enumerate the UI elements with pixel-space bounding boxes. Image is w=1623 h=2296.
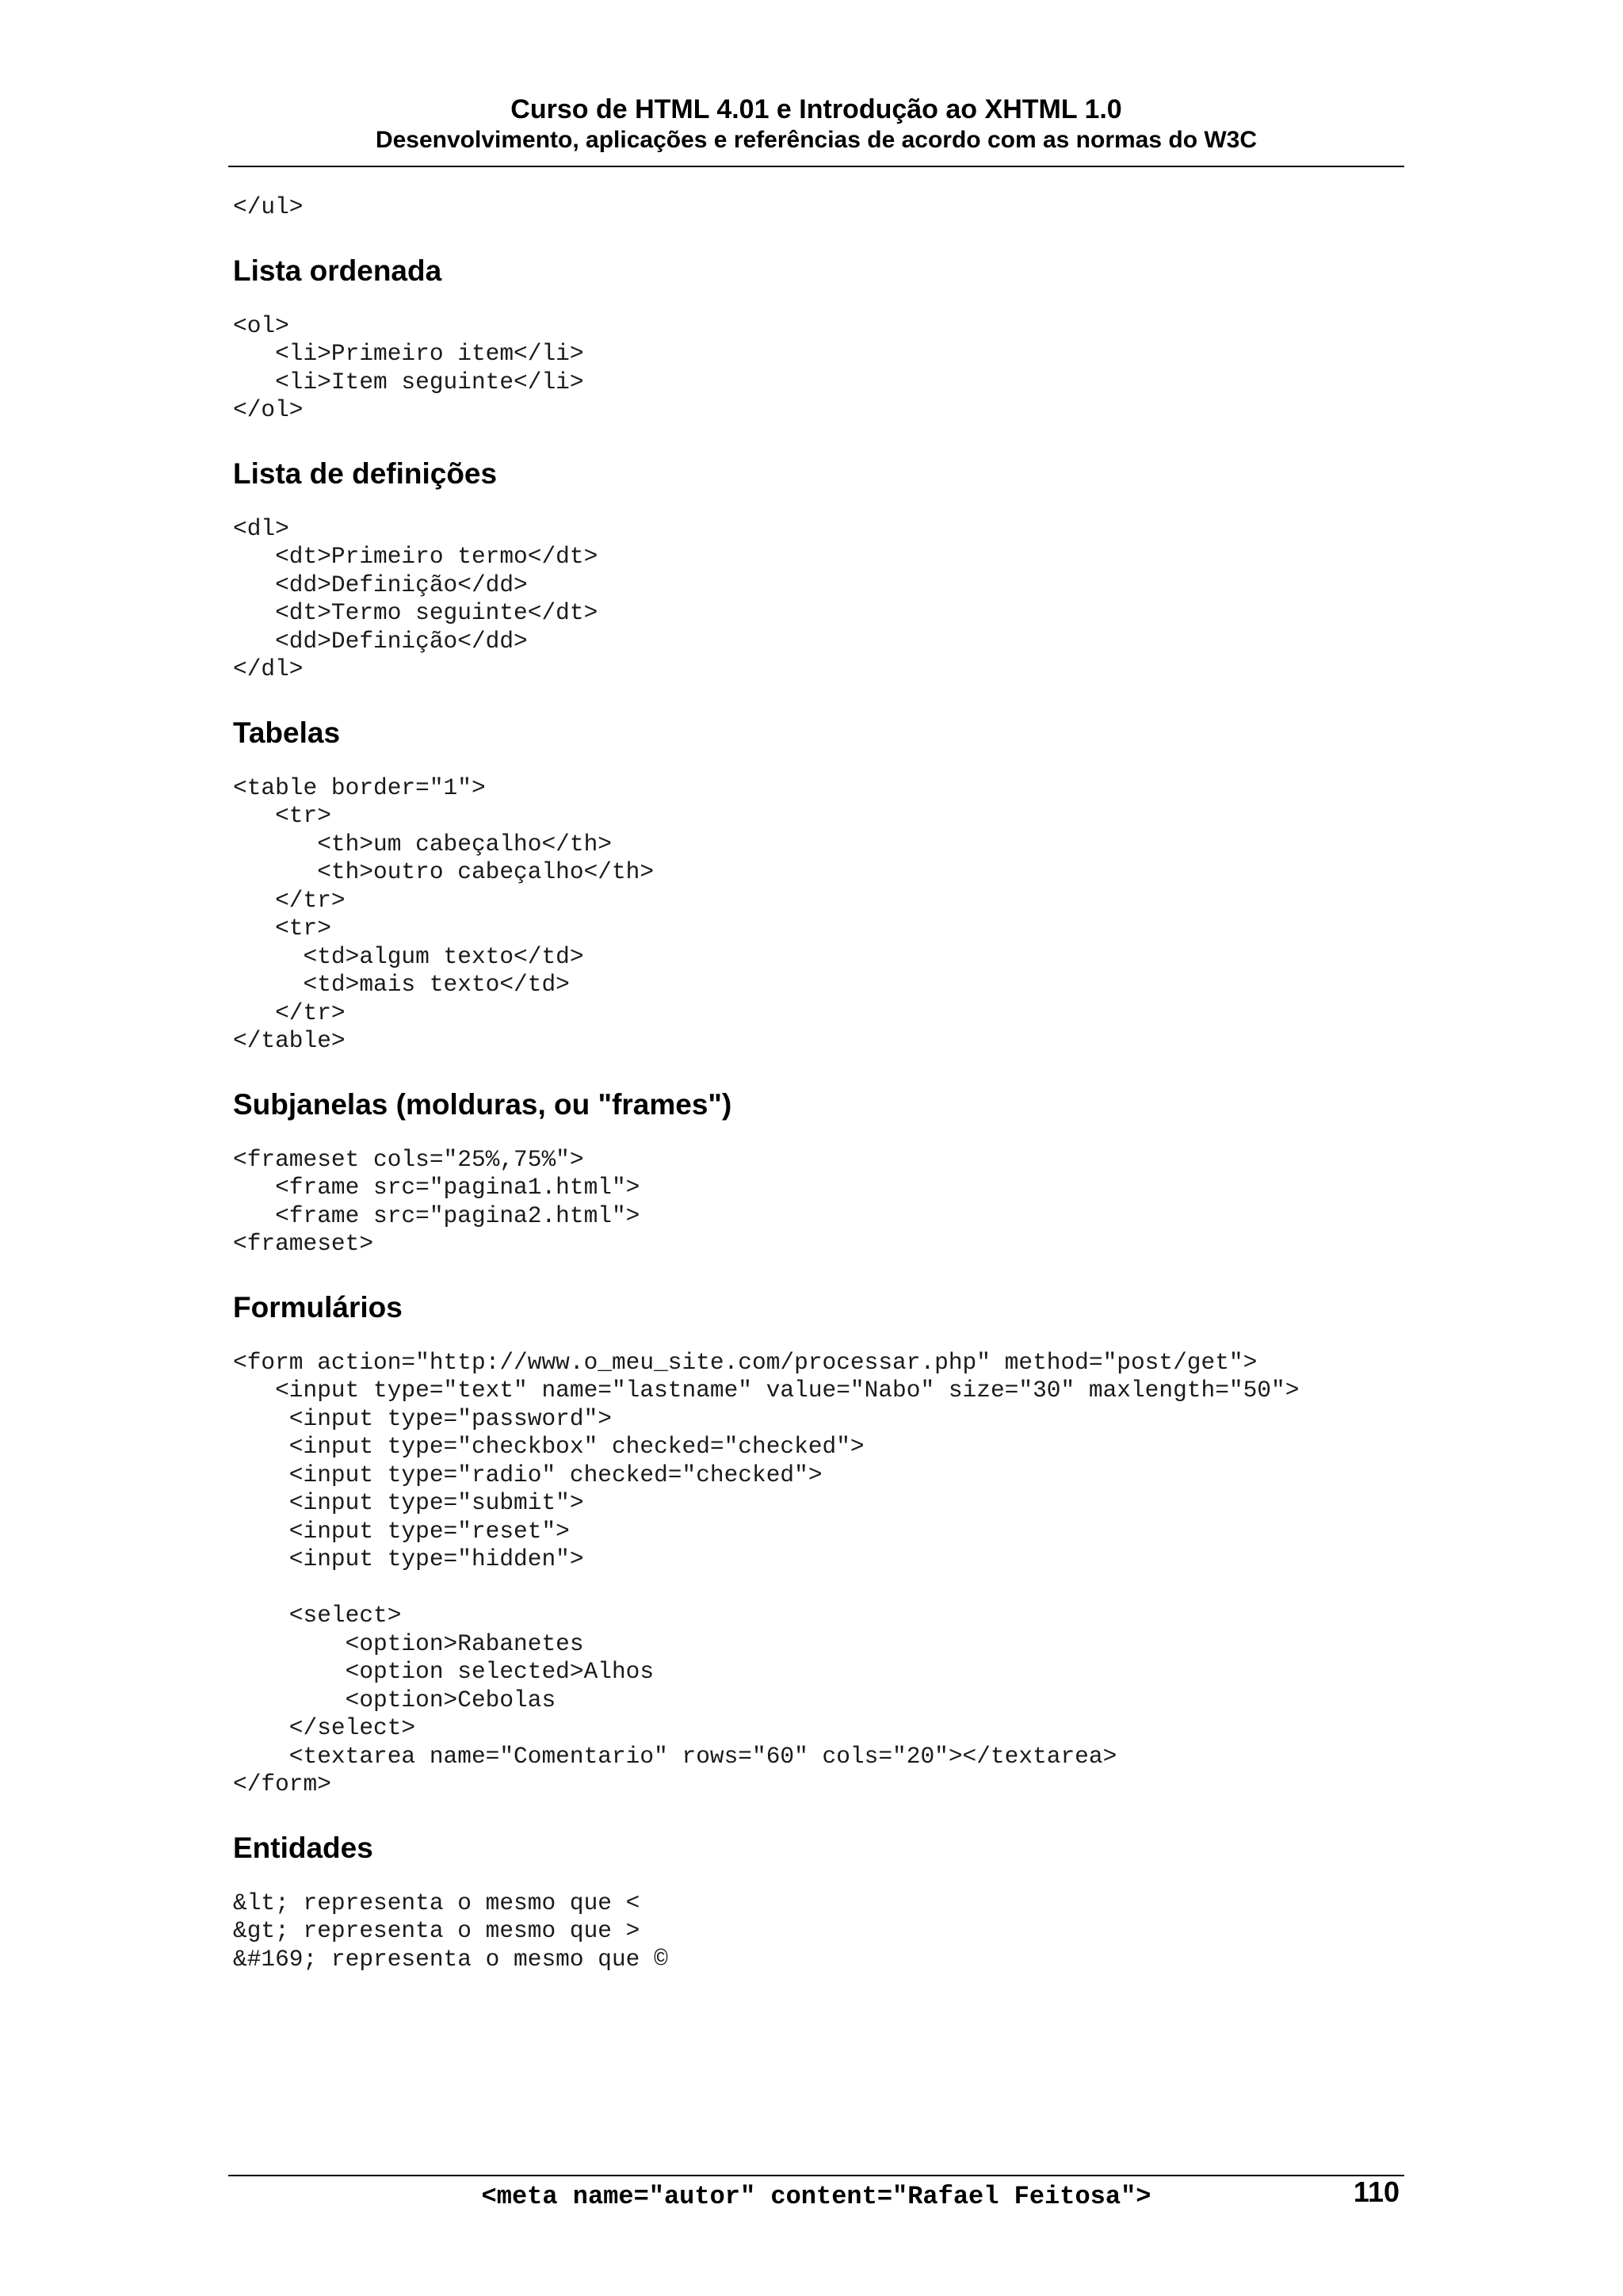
code-block: <form action="http://www.o_meu_site.com/processar.php" method="post/get"> <input type="text" name="lastname" value="Nabo" size="30" maxlength="50"> <input type="password"> <input type="checkbox" checked="checked"> <input type="radio" checked="checked"> <input type="submit"> <input type="reset"> <input type="hidden"> <select> <option>Rabanetes <option selected>Alhos <option>Cebolas </select> <textarea name="Comentario" rows="60" cols="20"></textarea> </form> — [233, 1348, 1300, 1797]
code-block: <ol> <li>Primeiro item</li> <li>Item seguinte</li> </ol> — [233, 311, 584, 423]
header-divider — [228, 166, 1404, 167]
section-title: Formulários — [233, 1290, 403, 1324]
document-subtitle: Desenvolvimento, aplicações e referências de acordo com as normas do W3C — [375, 127, 1258, 153]
intro-code-block: </ul> — [233, 193, 304, 220]
code-block: <frameset cols="25%,75%"> <frame src="pagina1.html"> <frame src="pagina2.html"> <frameset> — [233, 1145, 640, 1257]
section-tabelas — [233, 716, 1404, 1056]
page-content — [233, 193, 1404, 1973]
page-number: 110 — [1353, 2176, 1400, 2208]
footer-author-meta: <meta name="autor" content="Rafael Feitosa"> — [481, 2182, 1151, 2211]
section-title: Lista ordenada — [233, 254, 442, 287]
section-title: Entidades — [233, 1831, 373, 1864]
section-entidades — [233, 1831, 1404, 1974]
code-block: <table border="1"> <tr> <th>um cabeçalho</th> <th>outro cabeçalho</th> </tr> <tr> <td>algum texto</td> <td>mais texto</td> </tr> </table> — [233, 774, 655, 1054]
document-title: Curso de HTML 4.01 e Introdução ao XHTML 1.0 — [510, 94, 1122, 124]
footer-divider — [228, 2175, 1404, 2176]
section-lista-ordenada — [233, 254, 1404, 425]
section-subjanelas — [233, 1087, 1404, 1259]
code-block: <dl> <dt>Primeiro termo</dt> <dd>Definição</dd> <dt>Termo seguinte</dt> <dd>Definição</dd> </dl> — [233, 514, 598, 682]
section-title: Tabelas — [233, 716, 341, 749]
code-block: &lt; representa o mesmo que < &gt; representa o mesmo que > &#169; representa o mesmo que © — [233, 1889, 668, 1973]
page-header — [228, 94, 1404, 155]
section-formularios — [233, 1290, 1404, 1799]
section-title: Subjanelas (molduras, ou "frames") — [233, 1087, 732, 1121]
section-title: Lista de definições — [233, 457, 498, 490]
section-lista-definicoes — [233, 457, 1404, 684]
